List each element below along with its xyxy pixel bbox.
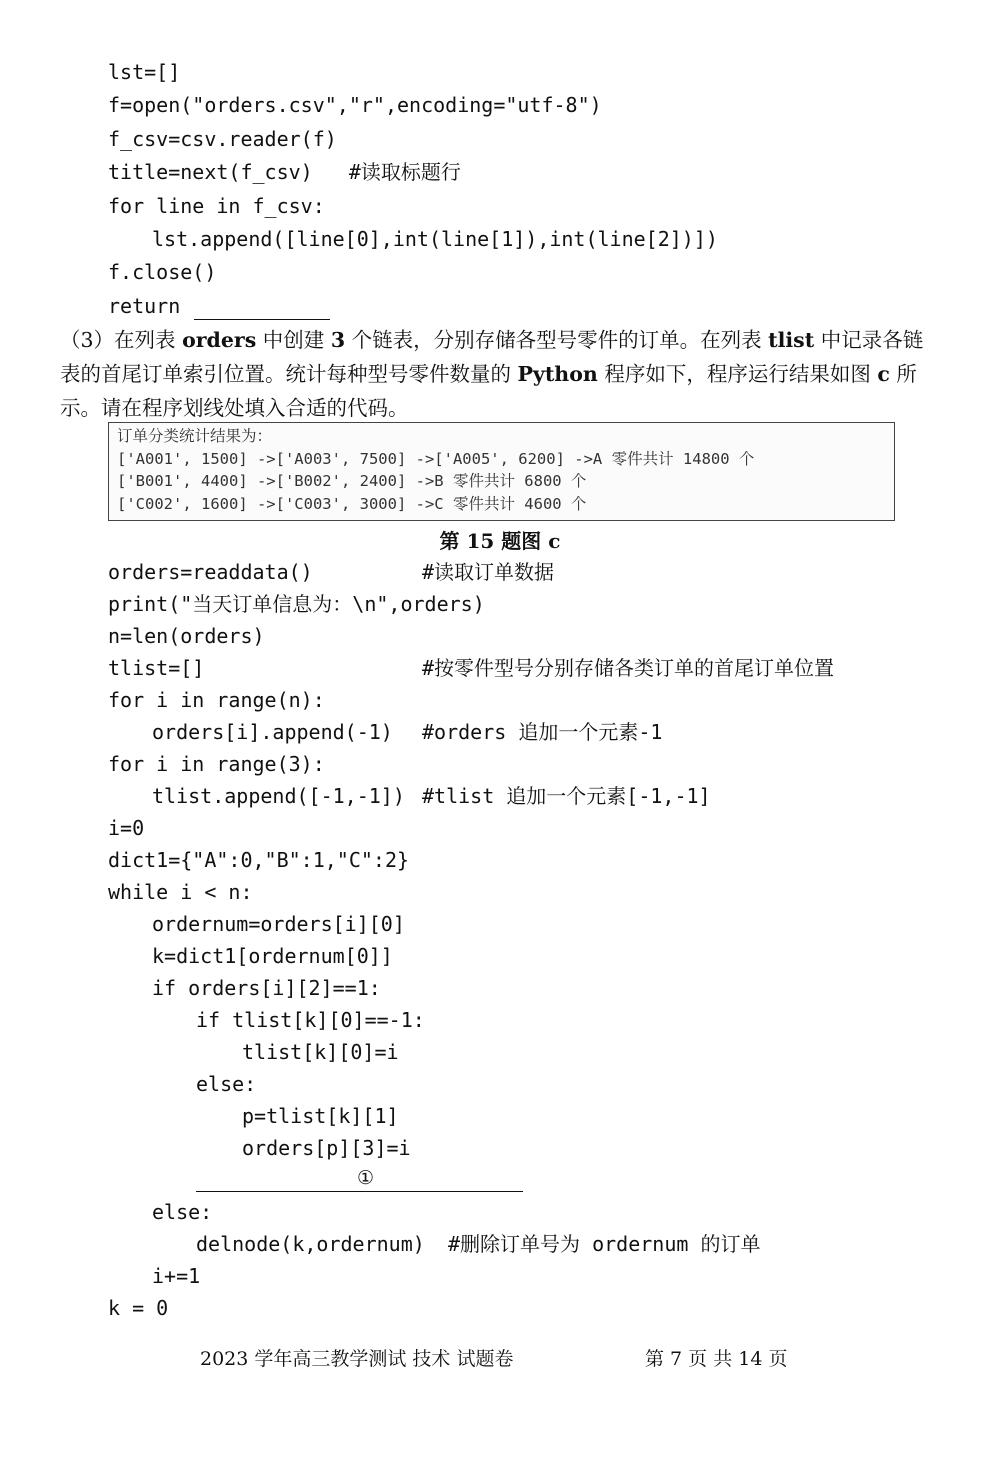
code-line [242,1102,399,1130]
code-line [108,878,253,906]
code-line [108,192,325,220]
code-line [242,1134,411,1162]
code-text: orders=readdata() [108,560,313,584]
code-line [152,782,711,810]
code-line [108,91,602,119]
code-text: return [108,293,181,318]
code-text: f.close() [108,260,217,285]
answer-blank-1: ① [196,1164,523,1192]
question-3-text: （3）在列表 orders 中创建 3 个链表，分别存储各型号零件的订单。在列表 tlist 中记录各链表的首尾订单索引位置。统计每种型号零件数量的 Python 程序如下，程序运行结果如图 c 所示。请在程序划线处填入合适的代码。 [60,328,924,420]
code-text: else: [196,1072,257,1096]
code-line [152,225,718,253]
code-text: k=dict1[ordernum[0]] [152,944,393,968]
code-line [108,1294,168,1322]
code-line [108,814,144,842]
code-line [242,1038,399,1066]
code-text: lst.append([line[0],int(line[1]),int(line[2])]) [152,227,718,251]
code-text: p=tlist[k][1] [242,1104,399,1128]
code-text: lst=[] [108,60,181,84]
output-line: ['C002', 1600] ->['C003', 3000] ->C 零件共计 4600 个 [117,494,587,513]
code-text: while i < n: [108,880,253,904]
code-text: orders[p][3]=i [242,1136,411,1160]
code-line [152,910,405,938]
code-line [108,686,325,714]
code-line [196,1070,256,1098]
code-text: if orders[i][2]==1: [152,976,381,1000]
code-line [152,718,663,746]
code-text: delnode(k,ordernum) [196,1232,425,1256]
code-text: for line in f_csv: [108,193,325,218]
code-line [152,942,393,970]
code-text: k = 0 [108,1296,169,1320]
code-text: tlist[k][0]=i [242,1040,399,1064]
code-text: tlist.append([-1,-1]) [152,784,405,808]
code-text: orders[i].append(-1) [152,720,393,744]
code-line [152,1198,212,1226]
code-line [108,158,461,186]
code-text: i=0 [108,816,145,840]
code-line [152,974,381,1002]
code-text: ordernum=orders[i][0] [152,912,405,936]
code-text: print("当天订单信息为：\n",orders) [108,592,485,616]
code-line [108,58,180,86]
code-line [108,125,337,153]
code-text: for i in range(n): [108,688,325,712]
output-line: ['A001', 1500] ->['A003', 7500] ->['A005', 6200] ->A 零件共计 14800 个 [117,449,755,468]
code-comment: #tlist 追加一个元素[-1,-1] [422,784,711,808]
code-text: n=len(orders) [108,624,265,648]
code-comment: #按零件型号分别存储各类订单的首尾订单位置 [422,656,835,680]
code-text: f=open("orders.csv","r",encoding="utf-8") [108,93,602,118]
figure-caption: 第 15 题图 c [439,529,561,553]
code-line [108,622,265,650]
code-line [108,846,409,874]
code-comment: #orders 追加一个元素-1 [422,720,663,744]
footer-title: 2023 学年高三教学测试 技术 试题卷 [200,1348,514,1370]
code-line [108,258,216,286]
footer-page-number: 第 7 页 共 14 页 [645,1348,788,1370]
code-line [108,558,555,586]
code-line [108,292,330,320]
code-comment: #读取订单数据 [422,560,555,584]
code-line [196,1230,761,1258]
output-line: 订单分类统计结果为： [117,427,273,445]
output-line: ['B001', 4400] ->['B002', 2400] ->B 零件共计 6800 个 [117,472,587,490]
code-comment: #删除订单号为 ordernum 的订单 [448,1232,761,1256]
code-line [108,750,325,778]
code-text: title=next(f_csv) #读取标题行 [108,160,461,185]
code-text: for i in range(3): [108,752,325,776]
code-text: tlist=[] [108,656,205,680]
code-text: if tlist[k][0]==-1: [196,1008,425,1032]
code-line [152,1262,200,1290]
code-line [108,590,485,618]
code-text: dict1={"A":0,"B":1,"C":2} [108,848,410,872]
code-line [108,654,835,682]
code-text: else: [152,1200,213,1224]
code-line [196,1006,425,1034]
answer-blank-return [194,297,330,320]
code-text: f_csv=csv.reader(f) [108,126,337,151]
code-text: i+=1 [152,1264,201,1288]
program-output-screenshot [108,422,895,521]
